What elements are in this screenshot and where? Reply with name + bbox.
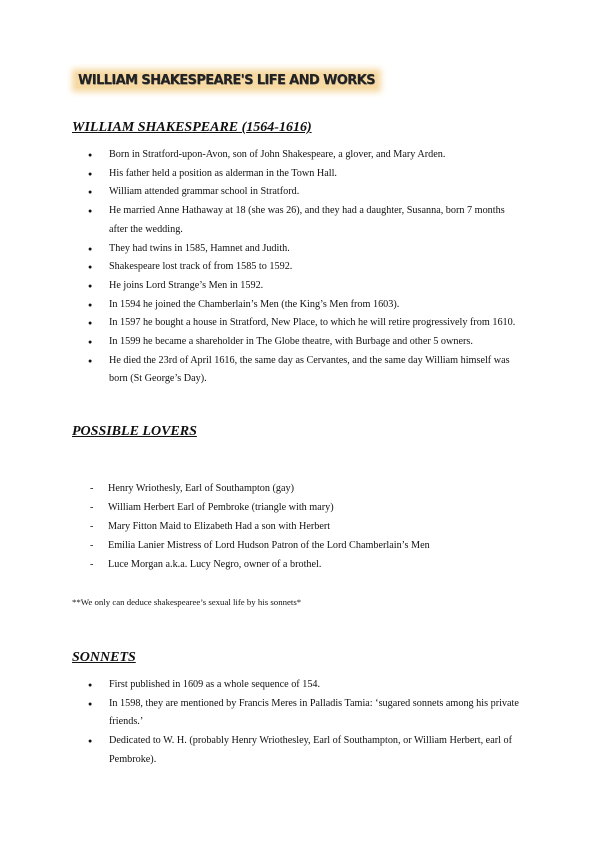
list-item: ● He died the 23rd of April 1616, the same day as Cervantes, and the same day William himself was born (St George’s Day).: [84, 352, 524, 389]
list-item: ● Shakespeare lost track of from 1585 to 1592.: [84, 258, 524, 277]
list-item: ● His father held a position as alderman in the Town Hall.: [84, 165, 524, 184]
list-item: ● He joins Lord Strange’s Men in 1592.: [84, 277, 524, 296]
list-item: - Luce Morgan a.k.a. Lucy Negro, owner of a brothel.: [84, 555, 524, 574]
list-item: - Henry Wriothesly, Earl of Southampton (gay): [84, 479, 524, 498]
list-item: ● They had twins in 1585, Hamnet and Judith.: [84, 240, 524, 259]
section-heading-biography: WILLIAM SHAKESPEARE (1564-1616): [72, 120, 312, 135]
list-item: ● In 1599 he became a shareholder in The Globe theatre, with Burbage and other 5 owners.: [84, 333, 524, 352]
list-item: ● He married Anne Hathaway at 18 (she was 26), and they had a daughter, Susanna, born 7 months after the wedding.: [84, 202, 524, 239]
lovers-note: **We only can deduce shakespearee’s sexual life by his sonnets*: [72, 597, 302, 607]
list-item: ● Born in Stratford-upon-Avon, son of John Shakespeare, a glover, and Mary Arden.: [84, 146, 524, 165]
document-title: WILLIAM SHAKESPEARE'S LIFE AND WORKS: [78, 73, 375, 88]
list-item: ● First published in 1609 as a whole sequence of 154.: [84, 676, 524, 695]
list-item: ● In 1597 he bought a house in Stratford, New Place, to which he will retire progressively from 1610.: [84, 314, 524, 333]
lovers-list: [84, 479, 524, 574]
list-item: ● In 1598, they are mentioned by Francis Meres in Palladis Tamia: ‘sugared sonnets among his private friends.’: [84, 695, 524, 732]
list-item: ● In 1594 he joined the Chamberlain’s Men (the King’s Men from 1603).: [84, 296, 524, 315]
section-heading-sonnets: SONNETS: [72, 650, 136, 665]
list-item: - Emilia Lanier Mistress of Lord Hudson Patron of the Lord Chamberlain’s Men: [84, 536, 524, 555]
list-item: - Mary Fitton Maid to Elizabeth Had a son with Herbert: [84, 517, 524, 536]
list-item: ● Dedicated to W. H. (probably Henry Wriothesley, Earl of Southampton, or William Herbert, earl of Pembroke).: [84, 732, 524, 769]
sonnets-list: [84, 676, 524, 770]
list-item: ● William attended grammar school in Stratford.: [84, 183, 524, 202]
biography-list: [84, 146, 524, 389]
section-heading-lovers: POSSIBLE LOVERS: [72, 424, 197, 439]
list-item: - William Herbert Earl of Pembroke (triangle with mary): [84, 498, 524, 517]
